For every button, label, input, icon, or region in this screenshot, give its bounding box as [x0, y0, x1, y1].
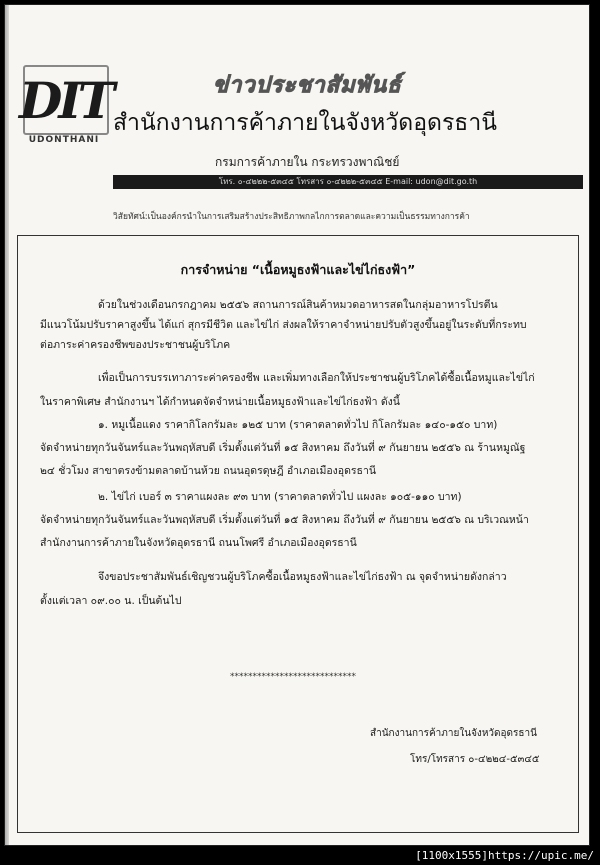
- image-watermark: [1100x1555]https://upic.me/: [400, 846, 600, 865]
- department-line: กรมการค้าภายใน กระทรวงพาณิชย์: [215, 155, 400, 169]
- body-line: เพื่อเป็นการบรรเทาภาระค่าครองชีพ และเพิ่มทางเลือกให้ประชาชนผู้บริโภคได้ซื้อเนื้อหมูและไข่ไก่: [98, 372, 535, 384]
- body-line: จัดจำหน่ายทุกวันจันทร์และวันพฤหัสบดี เริ่มตั้งแต่วันที่ ๑๕ สิงหาคม ถึงวันที่ ๙ กันยายน ๒๕๕๖ ณ บริเวณหน้า: [40, 514, 529, 526]
- body-line: ด้วยในช่วงเดือนกรกฎาคม ๒๕๕๖ สถานการณ์สินค้าหมวดอาหารสดในกลุ่มอาหารโปรตีน: [98, 299, 498, 311]
- body-line: ในราคาพิเศษ สำนักงานฯ ได้กำหนดจัดจำหน่ายเนื้อหมูธงฟ้าและไข่ไก่ธงฟ้า ดังนี้: [40, 396, 400, 408]
- contact-bar: โทร. ๐-๔๒๒๒-๕๓๔๕ โทรสาร ๐-๔๒๒๒-๕๓๔๕ E-mail: udon@dit.go.th: [113, 175, 583, 189]
- announcement-title: การจำหน่าย “เนื้อหมูธงฟ้าและไข่ไก่ธงฟ้า”: [180, 262, 416, 277]
- body-line: สำนักงานการค้าภายในจังหวัดอุดรธานี ถนนโพศรี อำเภอเมืองอุดรธานี: [40, 537, 357, 549]
- body-line: ๒. ไข่ไก่ เบอร์ ๓ ราคาแผงละ ๙๓ บาท (ราคาตลาดทั่วไป แผงละ ๑๐๕-๑๑๐ บาท): [98, 491, 462, 503]
- vision-statement: วิสัยทัศน์:เป็นองค์กรนำในการเสริมสร้างประสิทธิภาพกลไกการตลาดและความเป็นธรรมทางการค้า: [113, 212, 470, 222]
- news-title: ข่าวประชาสัมพันธ์: [213, 73, 402, 98]
- logo-subtext: UDONTHANI: [28, 135, 100, 145]
- document-page: [4, 4, 590, 846]
- signature-office: สำนักงานการค้าภายในจังหวัดอุดรธานี: [370, 728, 537, 739]
- body-line: จึงขอประชาสัมพันธ์เชิญชวนผู้บริโภคซื้อเนื้อหมูธงฟ้าและไข่ไก่ธงฟ้า ณ จุดจำหน่ายดังกล่าว: [98, 571, 507, 583]
- signature-phone: โทร/โทรสาร ๐-๔๒๒๔-๕๓๔๕: [410, 754, 540, 765]
- body-line: ต่อภาระค่าครองชีพของประชาชนผู้บริโภค: [40, 339, 231, 351]
- body-line: จัดจำหน่ายทุกวันจันทร์และวันพฤหัสบดี เริ่มตั้งแต่วันที่ ๑๕ สิงหาคม ถึงวันที่ ๙ กันยายน ๒๕๕๖ ณ ร้านหมูณัฐ: [40, 442, 526, 454]
- separator-stars: ****************************: [230, 672, 356, 682]
- office-title: สำนักงานการค้าภายในจังหวัดอุดรธานี: [113, 110, 497, 136]
- dit-logo: [19, 63, 109, 155]
- body-line: ๒๔ ชั่วโมง สาขาตรงข้ามตลาดบ้านห้วย ถนนอุดรดุษฎี อำเภอเมืองอุดรธานี: [40, 465, 377, 477]
- body-line: มีแนวโน้มปรับราคาสูงขึ้น ได้แก่ สุกรมีชีวิต และไข่ไก่ ส่งผลให้ราคาจำหน่ายปรับตัวสูงขึ้นอยู่ในระดับที่กระทบ: [40, 319, 527, 331]
- body-line: ตั้งแต่เวลา ๐๙.๐๐ น. เป็นต้นไป: [40, 595, 182, 607]
- announcement-box: [17, 235, 579, 833]
- body-line: ๑. หมูเนื้อแดง ราคากิโลกรัมละ ๑๒๕ บาท (ราคาตลาดทั่วไป กิโลกรัมละ ๑๔๐-๑๕๐ บาท): [98, 419, 498, 431]
- logo-text: DIT: [19, 71, 111, 130]
